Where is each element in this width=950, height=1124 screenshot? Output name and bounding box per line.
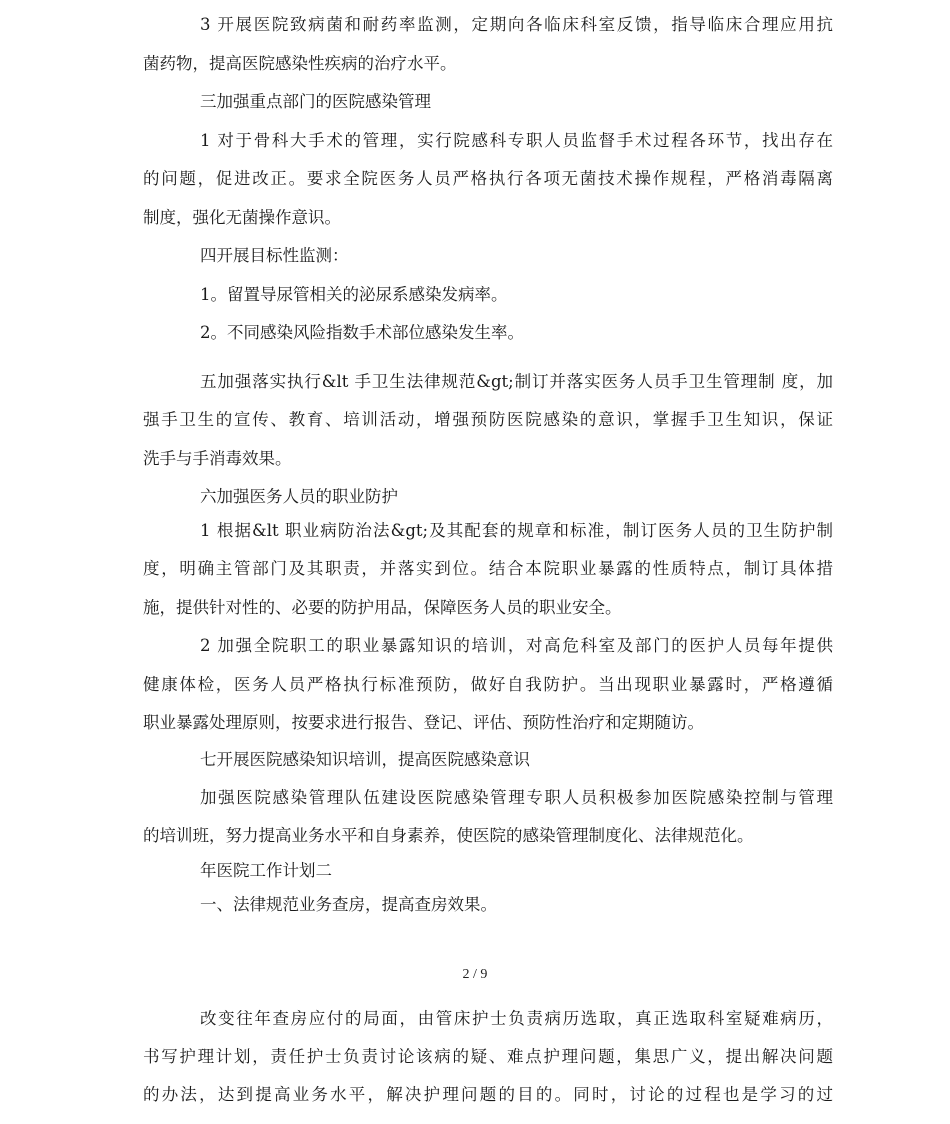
- section-heading: 六加强医务人员的职业防护: [200, 487, 398, 506]
- paragraph-line: 制度，强化无菌操作意识。: [143, 208, 341, 227]
- list-item: 1。留置导尿管相关的泌尿系感染发病率。: [200, 285, 508, 304]
- section-heading: 四开展目标性监测：: [200, 246, 349, 265]
- section-heading: 一、法律规范业务查房，提高查房效果。: [200, 895, 497, 914]
- paragraph-line: 1 对于骨科大手术的管理，实行院感科专职人员监督手术过程各环节，找出存在: [200, 131, 833, 150]
- paragraph-line: 五加强落实执行&lt 手卫生法律规范&gt;制订并落实医务人员手卫生管理制 度，加: [200, 372, 833, 391]
- paragraph-line: 的问题，促进改正。要求全院医务人员严格执行各项无菌技术操作规程，严格消毒隔离: [143, 169, 833, 188]
- paragraph-line: 洗手与手消毒效果。: [143, 449, 292, 468]
- paragraph-line: 强手卫生的宣传、教育、培训活动，增强预防医院感染的意识，掌握手卫生知识，保证: [143, 410, 833, 429]
- paragraph-line: 度，明确主管部门及其职责，并落实到位。结合本院职业暴露的性质特点，制订具体措: [143, 559, 833, 578]
- paragraph-line: 书写护理计划，责任护士负责讨论该病的疑、难点护理问题，集思广义，提出解决问题: [143, 1047, 833, 1066]
- paragraph-line: 1 根据&lt 职业病防治法&gt;及其配套的规章和标准，制订医务人员的卫生防护制: [200, 521, 833, 540]
- paragraph-line: 的办法，达到提高业务水平，解决护理问题的目的。同时，讨论的过程也是学习的过: [143, 1085, 833, 1104]
- paragraph-line: 加强医院感染管理队伍建设医院感染管理专职人员积极参加医院感染控制与管理: [200, 788, 833, 807]
- paragraph-line: 施，提供针对性的、必要的防护用品，保障医务人员的职业安全。: [143, 598, 622, 617]
- paragraph-line: 的培训班，努力提高业务水平和自身素养，使医院的感染管理制度化、法律规范化。: [143, 826, 754, 845]
- paragraph-line: 3 开展医院致病菌和耐药率监测，定期向各临床科室反馈，指导临床合理应用抗: [200, 15, 833, 34]
- list-item: 2。不同感染风险指数手术部位感染发生率。: [200, 323, 524, 342]
- page-number: 2 / 9: [462, 967, 488, 982]
- section-heading: 年医院工作计划二: [200, 861, 332, 880]
- section-heading: 三加强重点部门的医院感染管理: [200, 92, 431, 111]
- paragraph-line: 改变往年查房应付的局面，由管床护士负责病历选取，真正选取科室疑难病历，: [200, 1009, 833, 1028]
- paragraph-line: 职业暴露处理原则，按要求进行报告、登记、评估、预防性治疗和定期随访。: [143, 713, 704, 732]
- paragraph-line: 菌药物，提高医院感染性疾病的治疗水平。: [143, 54, 457, 73]
- section-heading: 七开展医院感染知识培训，提高医院感染意识: [200, 750, 530, 769]
- paragraph-line: 2 加强全院职工的职业暴露知识的培训，对高危科室及部门的医护人员每年提供: [200, 636, 833, 655]
- paragraph-line: 健康体检，医务人员严格执行标准预防，做好自我防护。当出现职业暴露时，严格遵循: [143, 675, 833, 694]
